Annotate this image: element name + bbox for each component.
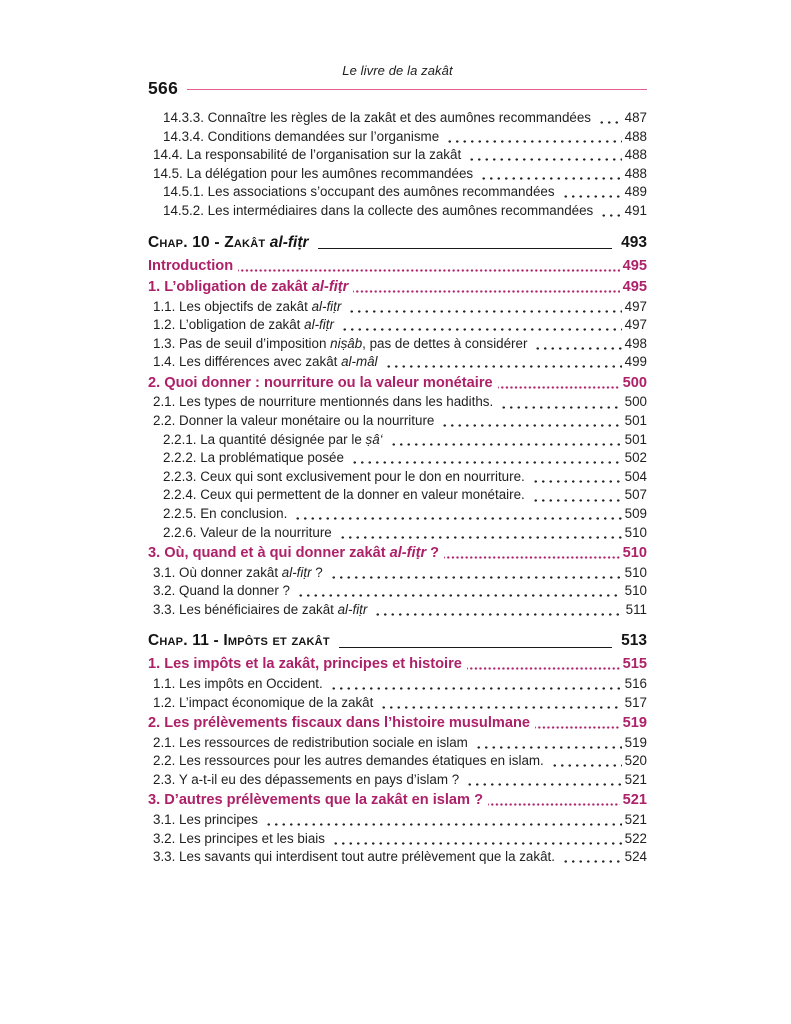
toc-entry-row [148, 165, 647, 184]
dot-leader [532, 335, 621, 353]
toc-entry-row [148, 694, 647, 713]
toc-entry-row [148, 412, 647, 431]
toc-entry-page: 489 [624, 184, 647, 200]
dot-leader [378, 694, 621, 712]
dot-leader [560, 849, 622, 867]
toc-entry-page: 507 [624, 487, 647, 503]
chapter-rule [339, 647, 612, 648]
dot-leader [339, 317, 622, 335]
toc-entry-text: 1.4. Les différences avec zakât al-mâl [153, 354, 378, 370]
dot-leader [488, 793, 620, 811]
running-title: Le livre de la zakât [342, 63, 453, 78]
toc-entry-page: 517 [624, 694, 647, 710]
toc-entry-page: 520 [624, 753, 647, 769]
dot-leader [263, 812, 622, 830]
toc-entry-text: 2.2.6. Valeur de la nourriture [163, 524, 332, 540]
dot-leader [560, 184, 622, 202]
toc-entry-text: 2.2.2. La problématique posée [163, 450, 344, 466]
toc-entry-text: 2.2.1. La quantité désignée par le ṣâ‘ [163, 431, 383, 447]
toc-entry-page: 510 [622, 545, 647, 562]
dot-leader [498, 394, 621, 412]
toc-entry-page: 519 [624, 734, 647, 750]
dot-leader [473, 734, 622, 752]
toc-entry-page: 495 [622, 279, 647, 296]
toc-entry-page: 510 [624, 583, 647, 599]
dot-leader [466, 147, 621, 165]
toc-entry-text: 1. Les impôts et la zakât, principes et histoire [148, 656, 462, 673]
toc-entry-row [148, 811, 647, 830]
page-header [148, 63, 647, 99]
toc-entry-page: 488 [624, 147, 647, 163]
toc-entry-page: 502 [624, 450, 647, 466]
toc-subentry-row [148, 109, 647, 128]
dot-leader [346, 298, 621, 316]
dot-leader [337, 524, 622, 542]
toc-subentry-row [148, 183, 647, 202]
toc-entry-page: 491 [624, 202, 647, 218]
toc-entry-row [148, 601, 647, 620]
dot-leader [444, 128, 622, 146]
toc-subentry-row [148, 505, 647, 524]
toc-entry-text: Chap. 11 - Impôts et zakât [148, 632, 330, 650]
toc-entry-text: 1.2. L’impact économique de la zakât [153, 694, 374, 710]
toc-entry-row [148, 675, 647, 694]
toc-section-row [148, 277, 647, 298]
dot-leader [464, 771, 621, 789]
toc-entry-page: 488 [624, 128, 647, 144]
toc-entry-text: 14.5. La délégation pour les aumônes recommandées [153, 165, 474, 181]
toc-entry-page: 501 [624, 431, 647, 447]
dot-leader [383, 354, 622, 372]
toc-entry-row [148, 146, 647, 165]
dot-leader [530, 487, 622, 505]
toc-entry-page: 521 [622, 792, 647, 809]
toc-entry-text: 1.3. Pas de seuil d’imposition niṣâb, pas de dettes à considérer [153, 335, 528, 351]
dot-leader [330, 830, 622, 848]
toc-entry-page: 498 [624, 335, 647, 351]
toc-entry-text: 2.3. Y a-t-il eu des dépassements en pays d’islam ? [153, 771, 460, 787]
toc-subentry-row [148, 449, 647, 468]
toc-entry-text: 2.2.5. En conclusion. [163, 506, 288, 521]
dot-leader [467, 657, 620, 675]
toc-entry-text: Chap. 10 - Zakât al-fiṭr [148, 233, 309, 251]
toc-entry-page: 497 [624, 317, 647, 333]
toc-entry-text: 1.2. L’obligation de zakât al-fiṭr [153, 317, 334, 333]
chapter-rule [318, 248, 613, 249]
toc-entry-row [148, 582, 647, 601]
dot-leader [535, 716, 620, 734]
toc-entry-text: 3.2. Les principes et les biais [153, 830, 325, 846]
toc-entry-text: 3.3. Les bénéficiaires de zakât al-fiṭr [153, 601, 368, 617]
dot-leader [498, 375, 620, 393]
toc-section-row [148, 543, 647, 564]
toc-entry-text: 2.2.4. Ceux qui permettent de la donner en valeur monétaire. [163, 487, 525, 503]
toc-entry-text: Introduction [148, 257, 234, 274]
table-of-contents [148, 109, 647, 867]
toc-entry-row [148, 316, 647, 335]
toc-entry-row [148, 335, 647, 354]
dot-leader [596, 110, 622, 128]
toc-entry-page: 521 [624, 771, 647, 787]
toc-entry-page: 522 [624, 830, 647, 846]
toc-entry-row [148, 393, 647, 412]
toc-subentry-row [148, 202, 647, 221]
dot-leader [444, 546, 620, 564]
toc-entry-text: 3.3. Les savants qui interdisent tout autre prélèvement que la zakât. [153, 849, 555, 865]
toc-entry-page: 501 [624, 413, 647, 429]
toc-entry-text: 14.5.1. Les associations s’occupant des aumônes recommandées [163, 184, 555, 200]
dot-leader [349, 450, 622, 468]
toc-entry-page: 516 [624, 675, 647, 691]
toc-subentry-row [148, 128, 647, 147]
dot-leader [549, 753, 622, 771]
toc-entry-text: 14.4. La responsabilité de l’organisation sur la zakât [153, 147, 462, 163]
toc-entry-page: 493 [621, 233, 647, 251]
toc-entry-text: 3. D’autres prélèvements que la zakât en islam ? [148, 792, 483, 809]
toc-section-row [148, 713, 647, 734]
toc-entry-text: 14.5.2. Les intermédiaires dans la collecte des aumônes recommandées [163, 202, 594, 218]
toc-entry-page: 509 [624, 506, 647, 521]
dot-leader [292, 506, 621, 524]
toc-entry-page: 497 [624, 298, 647, 314]
toc-entry-page: 500 [622, 374, 647, 391]
dot-leader [372, 601, 622, 619]
toc-entry-page: 511 [625, 601, 647, 617]
toc-entry-page: 487 [624, 110, 647, 125]
toc-chapter-row [148, 233, 647, 253]
toc-entry-row [148, 353, 647, 372]
toc-section-row [148, 790, 647, 811]
dot-leader [238, 258, 620, 276]
dot-leader [598, 203, 621, 221]
toc-subentry-row [148, 431, 647, 450]
dot-leader [328, 676, 622, 694]
toc-entry-text: 2.2. Les ressources pour les autres demandes étatiques en islam. [153, 753, 544, 769]
folio-page-number: 566 [148, 78, 179, 98]
toc-entry-text: 2.1. Les ressources de redistribution sociale en islam [153, 734, 468, 750]
toc-entry-text: 2. Les prélèvements fiscaux dans l’histoire musulmane [148, 715, 531, 732]
toc-entry-text: 2.1. Les types de nourriture mentionnés dans les hadiths. [153, 394, 494, 410]
toc-entry-page: 504 [624, 468, 647, 484]
toc-section-row [148, 373, 647, 394]
toc-section-row [148, 654, 647, 675]
toc-entry-page: 510 [624, 524, 647, 540]
toc-entry-text: 2.2. Donner la valeur monétaire ou la nourriture [153, 413, 435, 429]
toc-subentry-row [148, 524, 647, 543]
toc-subentry-row [148, 468, 647, 487]
toc-entry-row [148, 298, 647, 317]
toc-entry-text: 1.1. Les objectifs de zakât al-fiṭr [153, 298, 342, 314]
toc-entry-page: 515 [622, 656, 647, 673]
toc-entry-page: 495 [622, 257, 647, 274]
toc-chapter-row [148, 631, 647, 651]
toc-section-row [148, 256, 647, 277]
toc-entry-text: 1. L’obligation de zakât al-fiṭr [148, 279, 349, 296]
toc-entry-text: 3.2. Quand la donner ? [153, 583, 290, 599]
toc-entry-page: 488 [624, 165, 647, 181]
toc-entry-text: 1.1. Les impôts en Occident. [153, 675, 323, 691]
dot-leader [439, 413, 621, 431]
toc-entry-text: 14.3.3. Connaître les règles de la zakât et des aumônes recommandées [163, 110, 592, 125]
header-rule-row [148, 78, 647, 99]
dot-leader [353, 280, 619, 298]
toc-entry-text: 2. Quoi donner : nourriture ou la valeur monétaire [148, 374, 493, 391]
toc-entry-row [148, 848, 647, 867]
toc-entry-page: 524 [624, 849, 647, 865]
dot-leader [478, 165, 622, 183]
dot-leader [295, 583, 622, 601]
toc-entry-row [148, 752, 647, 771]
toc-entry-page: 510 [624, 564, 647, 580]
toc-entry-text: 3. Où, quand et à qui donner zakât al-fiṭr ? [148, 545, 440, 562]
dot-leader [388, 431, 622, 449]
dot-leader [530, 468, 622, 486]
toc-entry-text: 2.2.3. Ceux qui sont exclusivement pour le don en nourriture. [163, 468, 525, 484]
toc-entry-page: 521 [624, 811, 647, 827]
dot-leader [328, 564, 622, 582]
toc-entry-text: 14.3.4. Conditions demandées sur l’organisme [163, 128, 440, 144]
toc-entry-page: 499 [624, 354, 647, 370]
toc-entry-text: 3.1. Les principes [153, 811, 258, 827]
toc-entry-page: 519 [622, 715, 647, 732]
toc-entry-row [148, 564, 647, 583]
toc-entry-text: 3.1. Où donner zakât al-fiṭr ? [153, 564, 323, 580]
toc-entry-row [148, 771, 647, 790]
toc-subentry-row [148, 486, 647, 505]
header-rule [187, 89, 647, 90]
toc-entry-row [148, 734, 647, 753]
toc-entry-row [148, 830, 647, 849]
toc-entry-page: 513 [621, 632, 647, 650]
toc-entry-page: 500 [624, 394, 647, 410]
